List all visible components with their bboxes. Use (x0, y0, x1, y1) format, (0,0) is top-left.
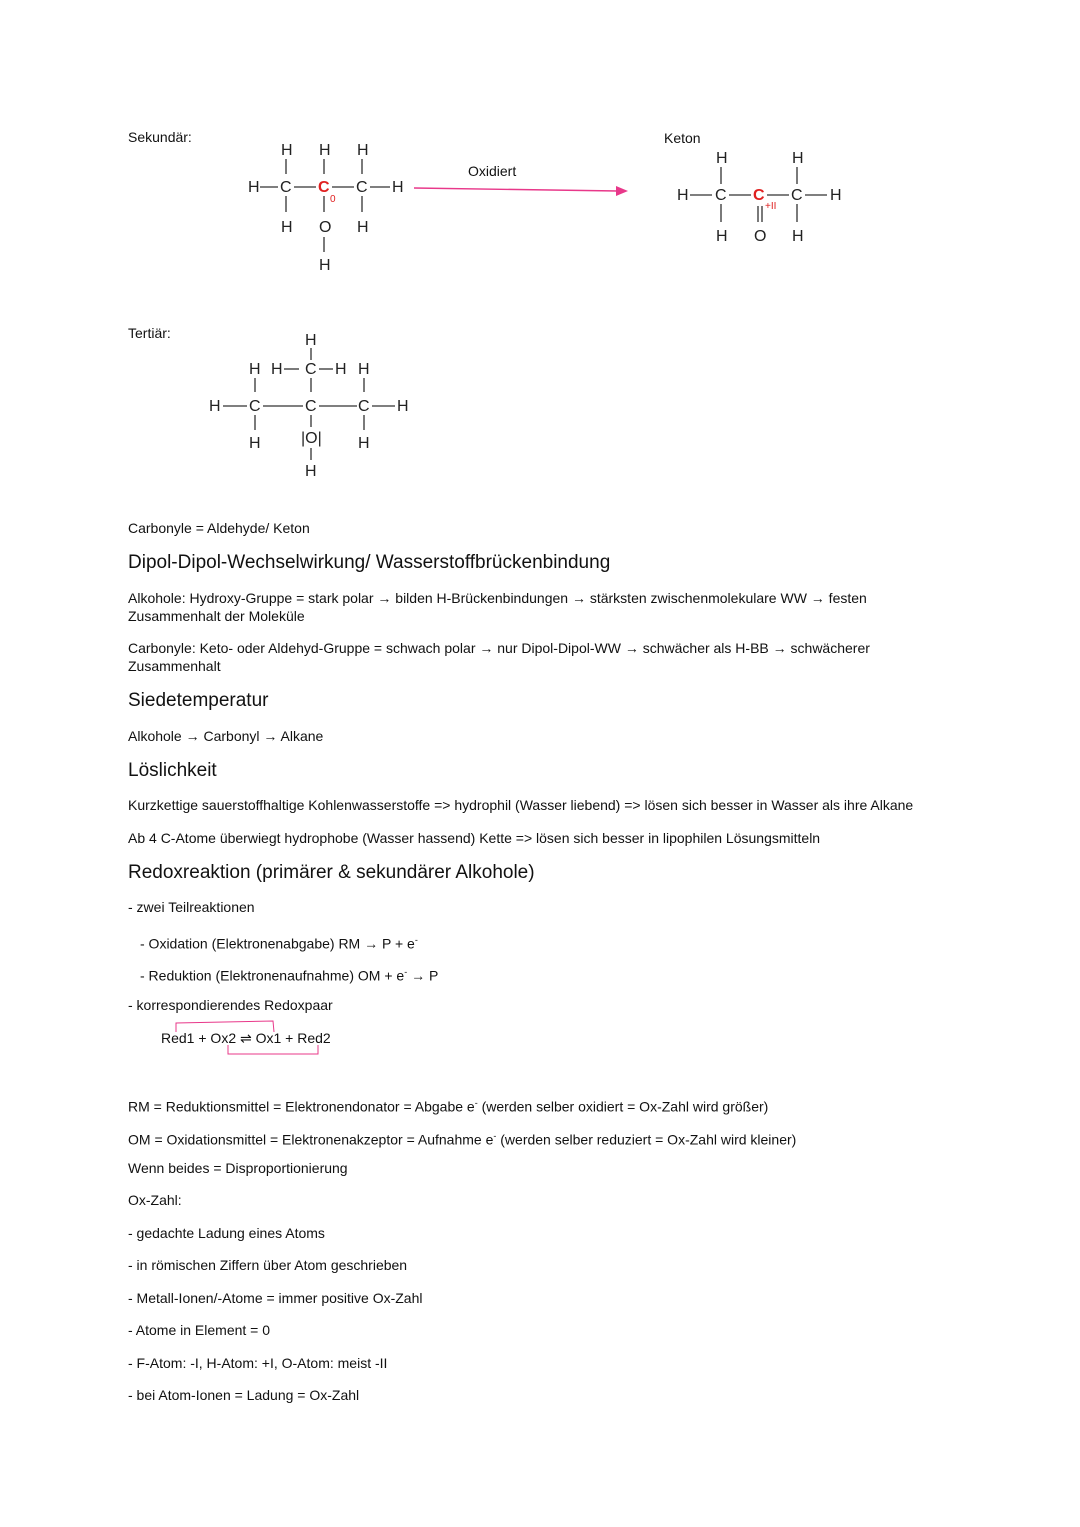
atom-h: H (358, 435, 370, 452)
oxzahl-rule: - bei Atom-Ionen = Ladung = Ox-Zahl (128, 1387, 360, 1403)
atom-h: H (397, 398, 409, 415)
keton-label: Keton (664, 130, 701, 146)
rm-definition: RM = Reduktionsmittel = Elektronendonator = Abgabe e- (werden selber oxidiert = Ox-Zahl wird größer) (128, 1098, 769, 1115)
loeslich-line-2: Ab 4 C-Atome überwiegt hydrophobe (Wasser hassend) Kette => lösen sich besser in lipophilen Lösungsmitteln (128, 830, 821, 846)
carbonyle-definition: Carbonyle = Aldehyde/ Keton (128, 520, 310, 536)
atom-h: H (305, 332, 317, 349)
atom-h: H (357, 142, 369, 159)
atom-h: H (249, 435, 261, 452)
atom-o: O (319, 219, 332, 236)
om-definition: OM = Oxidationsmittel = Elektronenakzeptor = Aufnahme e- (werden selber reduziert = Ox-Zahl wird kleiner) (128, 1131, 797, 1148)
oxzahl-rule: - gedachte Ladung eines Atoms (128, 1225, 325, 1241)
heading-siedetemperatur: Siedetemperatur (128, 690, 269, 711)
atom-h: H (830, 187, 842, 204)
atom-h: H (335, 361, 347, 378)
atom-h: H (281, 219, 293, 236)
oxidation-arrow-label: Oxidiert (468, 163, 517, 179)
disproportionierung: Wenn beides = Disproportionierung (128, 1160, 348, 1176)
secondary-label: Sekundär: (128, 129, 192, 145)
redox-reduktion: - Reduktion (Elektronenaufnahme) OM + e- → P (140, 967, 439, 984)
atom-c: C (356, 179, 368, 196)
redox-oxidation: - Oxidation (Elektronenabgabe) RM → P + e- (140, 935, 418, 952)
atom-h: H (319, 142, 331, 159)
atom-h: H (281, 142, 293, 159)
heading-dipol: Dipol-Dipol-Wechselwirkung/ Wasserstoffbrückenbindung (128, 552, 611, 573)
oxzahl-rule: - in römischen Ziffern über Atom geschrieben (128, 1257, 408, 1273)
atom-c: C (305, 398, 317, 415)
atom-o: O (754, 228, 767, 245)
oxzahl-rule: - Atome in Element = 0 (128, 1322, 271, 1338)
keton-structure (672, 146, 852, 250)
oxzahl-heading: Ox-Zahl: (128, 1192, 182, 1208)
oxzahl-rule: - Metall-Ionen/-Atome = immer positive Ox-Zahl (128, 1290, 423, 1306)
atom-h: H (358, 361, 370, 378)
atom-h: H (209, 398, 221, 415)
atom-c: C (305, 361, 317, 378)
redox-paar: - korrespondierendes Redoxpaar (128, 997, 333, 1013)
atom-c-center: C (318, 179, 330, 196)
ox-number-right: +II (765, 201, 777, 212)
atom-h: H (792, 228, 804, 245)
atom-h: H (249, 361, 261, 378)
atom-h: H (305, 463, 317, 480)
atom-c: C (358, 398, 370, 415)
atom-o-lonepairs: |O| (301, 430, 322, 447)
heading-loeslichkeit: Löslichkeit (128, 760, 217, 781)
atom-c: C (791, 187, 803, 204)
atom-c: C (249, 398, 261, 415)
atom-c: C (280, 179, 292, 196)
atom-h: H (716, 228, 728, 245)
atom-c-center: C (753, 187, 765, 204)
redox-equation: Red1 + Ox2 ⇌ Ox1 + Red2 (161, 1030, 331, 1046)
oxzahl-rule: - F-Atom: -I, H-Atom: +I, O-Atom: meist -II (128, 1355, 388, 1371)
loeslich-line-1: Kurzkettige sauerstoffhaltige Kohlenwasserstoffe => hydrophil (Wasser liebend) => lösen sich besser in Wasser als ihre Alkane (128, 797, 914, 813)
atom-c: C (715, 187, 727, 204)
ox-number-left: 0 (330, 194, 336, 205)
atom-h: H (792, 150, 804, 167)
secondary-alcohol-structure (236, 138, 416, 280)
redox-teilreaktionen: - zwei Teilreaktionen (128, 899, 255, 915)
tertiary-label: Tertiär: (128, 325, 171, 341)
atom-h: H (319, 257, 331, 274)
atom-h: H (271, 361, 283, 378)
atom-h: H (357, 219, 369, 236)
atom-h: H (677, 187, 689, 204)
tertiary-alcohol-structure (205, 324, 420, 482)
heading-redox: Redoxreaktion (primärer & sekundärer Alkohole) (128, 862, 535, 883)
siede-order: Alkohole → Carbonyl → Alkane (128, 728, 324, 744)
atom-h: H (392, 179, 404, 196)
atom-h: H (248, 179, 260, 196)
oxidation-arrow (412, 182, 632, 198)
atom-h: H (716, 150, 728, 167)
carbonyle-paragraph: Carbonyle: Keto- oder Aldehyd-Gruppe = schwach polar → nur Dipol-Dipol-WW → schwächer als H-BB → schwächerer Zusammenhalt (128, 640, 870, 674)
alkohole-paragraph: Alkohole: Hydroxy-Gruppe = stark polar → bilden H-Brückenbindungen → stärksten zwischenmolekulare WW → festen Zusammenhalt der Moleküle (128, 590, 867, 624)
